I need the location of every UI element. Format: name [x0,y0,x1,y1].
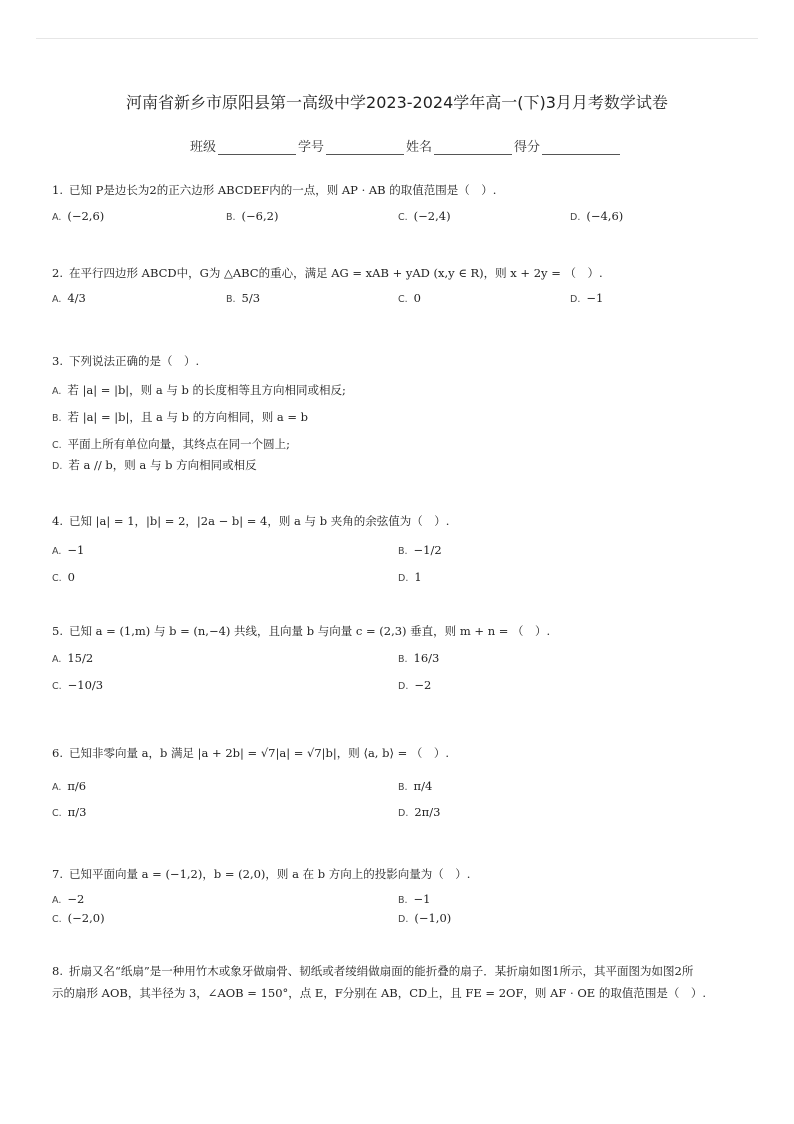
q3-option-b[interactable]: B. 若 |a| = |b|，且 a 与 b 的方向相同，则 a = b [52,410,309,424]
exam-title: 河南省新乡市原阳县第一高级中学2023-2024学年高一(下)3月月考数学试卷 [126,93,668,112]
q7-option-c[interactable]: C. (−2,0) [52,911,105,925]
q6-option-a[interactable]: A. π/6 [52,779,87,793]
class-label: 班级 [190,140,217,155]
q6-option-b[interactable]: B. π/4 [398,779,433,793]
q1-option-c[interactable]: C. (−2,4) [398,209,451,223]
q7-option-a[interactable]: A. −2 [52,892,85,906]
question-1: 1. 已知 P是边长为2的正六边形 ABCDEF内的一点，则 AP · AB 的取值范围是（ ）. [52,183,497,197]
question-3-stem: 下列说法正确的是（ ）. [68,354,200,368]
question-4: 4. 已知 |a| = 1，|b| = 2，|2a − b| = 4，则 a 与 b 夹角的余弦值为（ ）. [52,514,450,528]
q2-option-b[interactable]: B. 5/3 [226,291,261,305]
question-3: 3. 下列说法正确的是（ ）. [52,354,200,368]
question-8: 8. 折扇又名“纸扇”是一种用竹木或象牙做扇骨、韧纸或者绫绢做扇面的能折叠的扇子．某折扇如图1所示，其平面图为如图2所 [52,964,694,978]
q5-option-c[interactable]: C. −10/3 [52,678,104,692]
q5-option-d[interactable]: D. −2 [398,678,432,692]
q7-option-d[interactable]: D. (−1,0) [398,911,452,925]
q1-option-d[interactable]: D. (−4,6) [570,209,624,223]
q2-option-d[interactable]: D. −1 [570,291,604,305]
question-2-stem: 在平行四边形 ABCD中，G为 △ABC的重心，满足 AG = xAB + yAD (x,y ∈ R)，则 x + 2y = （ ）. [68,266,603,280]
q4-option-d[interactable]: D. 1 [398,570,422,584]
student-id-label: 学号 [298,140,325,155]
q4-option-a[interactable]: A. −1 [52,543,85,557]
q3-option-d[interactable]: D. 若 a // b，则 a 与 b 方向相同或相反 [52,458,257,472]
q1-option-a[interactable]: A. (−2,6) [52,209,105,223]
q2-option-c[interactable]: C. 0 [398,291,421,305]
q1-option-b[interactable]: B. (−6,2) [226,209,279,223]
question-1-stem: 已知 P是边长为2的正六边形 ABCDEF内的一点，则 AP · AB 的取值范围是（ ）. [68,183,497,197]
student-id-blank[interactable] [326,140,404,155]
question-7-stem: 已知平面向量 a = (−1,2)，b = (2,0)，则 a 在 b 方向上的投影向量为（ ）. [68,867,471,881]
question-8-stem-line-1: 折扇又名“纸扇”是一种用竹木或象牙做扇骨、韧纸或者绫绢做扇面的能折叠的扇子．某折扇如图1所示，其平面图为如图2所 [68,964,694,978]
question-5: 5. 已知 a = (1,m) 与 b = (n,−4) 共线，且向量 b 与向量 c = (2,3) 垂直，则 m + n = （ ）. [52,624,551,638]
top-divider [36,38,758,39]
q2-option-a[interactable]: A. 4/3 [52,291,86,305]
q3-option-c[interactable]: C. 平面上所有单位向量，其终点在同一个圆上; [52,437,291,451]
question-4-stem: 已知 |a| = 1，|b| = 2，|2a − b| = 4，则 a 与 b 夹角的余弦值为（ ）. [68,514,450,528]
question-8-line-2 [52,984,706,1002]
q5-option-a[interactable]: A. 15/2 [52,651,94,665]
question-6-stem: 已知非零向量 a，b 满足 |a + 2b| = √7|a| = √7|b|，则 ⟨a, b⟩ = （ ）. [68,746,450,760]
question-2: 2. 在平行四边形 ABCD中，G为 △ABC的重心，满足 AG = xAB + yAD (x,y ∈ R)，则 x + 2y = （ ）. [52,266,603,280]
q6-option-c[interactable]: C. π/3 [52,805,87,819]
q3-option-a[interactable]: A. 若 |a| = |b|，则 a 与 b 的长度相等且方向相同或相反; [52,383,346,397]
question-5-stem: 已知 a = (1,m) 与 b = (n,−4) 共线，且向量 b 与向量 c = (2,3) 垂直，则 m + n = （ ）. [68,624,551,638]
q6-option-d[interactable]: D. 2π/3 [398,805,441,819]
class-blank[interactable] [218,140,296,155]
name-label: 姓名 [406,140,433,155]
question-6: 6. 已知非零向量 a，b 满足 |a + 2b| = √7|a| = √7|b|，则 ⟨a, b⟩ = （ ）. [52,746,450,760]
q7-option-b[interactable]: B. −1 [398,892,431,906]
question-8-stem-line-2: 示的扇形 AOB，其半径为 3，∠AOB = 150°，点 E，F分别在 AB，CD上，且 FE = 2OF，则 AF · OE 的取值范围是（ ）. [52,986,706,1000]
q4-option-b[interactable]: B. −1/2 [398,543,442,557]
score-blank[interactable] [542,140,620,155]
score-label: 得分 [514,140,541,155]
name-blank[interactable] [434,140,512,155]
q5-option-b[interactable]: B. 16/3 [398,651,440,665]
q4-option-c[interactable]: C. 0 [52,570,75,584]
question-7: 7. 已知平面向量 a = (−1,2)，b = (2,0)，则 a 在 b 方向上的投影向量为（ ）. [52,867,471,881]
student-info-row [190,136,622,155]
